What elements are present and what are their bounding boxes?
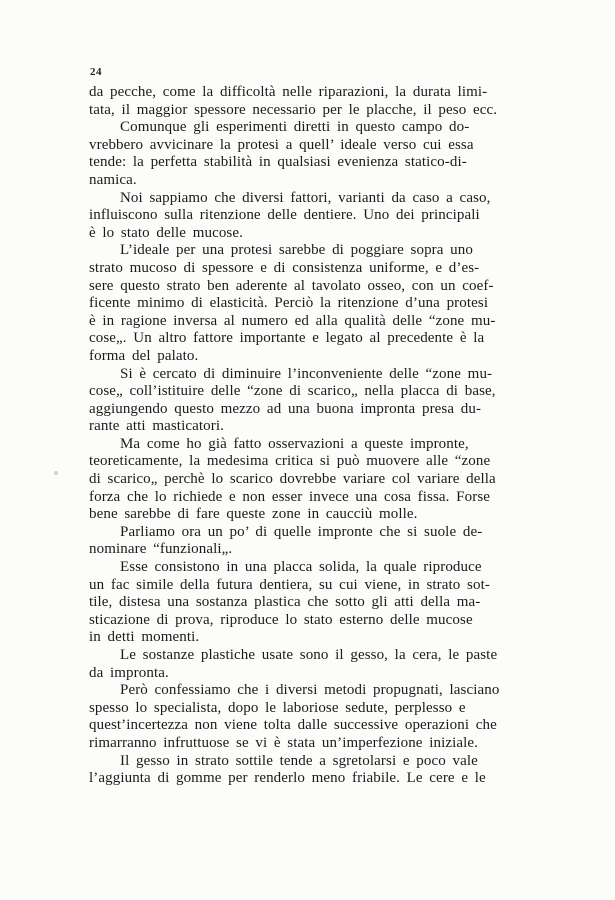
paragraph: Le sostanze plastiche usate sono il gesso, la cera, le paste da impronta. [89,647,498,681]
paragraph: Comunque gli esperimenti diretti in questo campo do- vrebbero avvicinare la protesi a quell’ ideale verso cui essa tende: la perfetta stabilità in qualsiasi evenienza statico-di- namica. [89,119,474,188]
paragraph: Si è cercato di diminuire l’inconveniente delle “zone mu- cose„ coll’istituire delle “zone di scarico„ nella placca di base, aggiungendo questo mezzo ad una buona impronta presa du- rante atti masticatori. [89,365,496,435]
paragraph: Ma come ho già fatto osservazioni a queste impronte, teoreticamente, la medesima critica si può muovere alle “zone di scarico„ perchè lo scarico dovrebbe variare col variare della forza che lo richiede e non esser invece una cosa fissa. Forse bene sarebbe di fare queste zone in caucciù molle. [89,435,496,523]
paragraph: da pecche, come la difficoltà nelle riparazioni, la durata limi- tata, il maggior spessore necessario per le placche, il peso ecc. [89,84,498,118]
scan-speck [54,471,58,475]
paragraph: Il gesso in strato sottile tende a sgretolarsi e poco vale l’aggiunta di gomme per renderlo meno friabile. Le cere e le [89,752,486,787]
page-body [89,84,547,788]
page-number: 24 [90,66,102,78]
paragraph: L’ideale per una protesi sarebbe di poggiare sopra uno strato mucoso di spessore e di consistenza uniforme, e d’es- sere questo strato ben aderente al tavolato osseo, con un coef- ficente minimo di elasticità. Perciò la ritenzione d’una protesi è in ragione inversa al numero ed alla qualità delle “zone mu- cose„. Un altro fattore importante e legato al precedente è la forma del palato. [89,242,496,364]
paragraph: Parliamo ora un po’ di quelle impronte che si suole de- nominare “funzionali„. [89,523,483,558]
paragraph: Però confessiamo che i diversi metodi propugnati, lasciano spesso lo specialista, dopo le laboriose sedute, perplesso e quest’incertezza non viene tolta dalle successive operazioni che rimarranno infruttuose se vi è stata un’imperfezione iniziale. [89,682,500,751]
paragraph: Noi sappiamo che diversi fattori, varianti da caso a caso, influiscono sulla ritenzione delle dentiere. Uno dei principali è lo stato delle mucose. [89,189,491,241]
paragraph: Esse consistono in una placca solida, la quale riproduce un fac simile della futura dentiera, su cui viene, in strato sot- tile, distesa una sostanza plastica che sotto gli atti della ma- sticazione di prova, riproduce lo stato esterno delle mucose in detti momenti. [89,559,490,646]
